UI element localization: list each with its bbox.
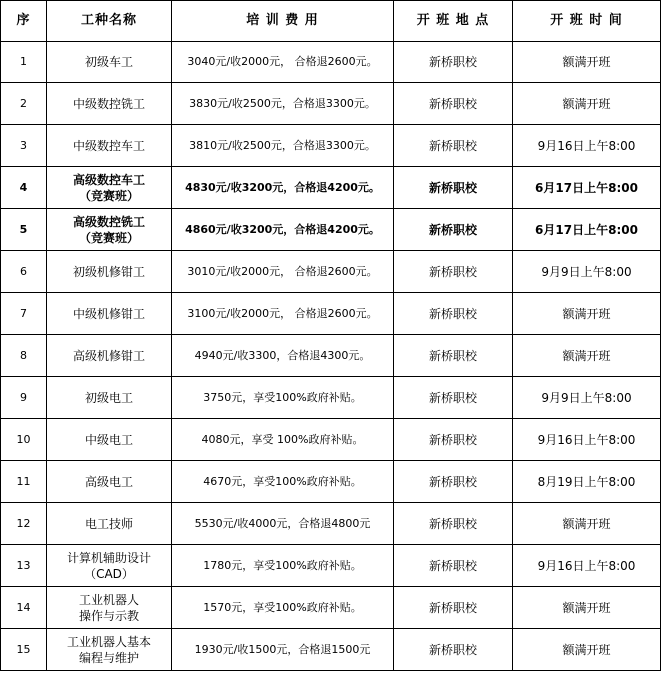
trade-name-line1: 计算机辅助设计	[66, 550, 151, 565]
trade-name-line1: 工业机器人基本	[66, 634, 151, 649]
table-row	[1, 83, 661, 125]
row-number: 12	[1, 503, 47, 545]
trade-name-line1: 高级电工	[84, 474, 133, 489]
class-location: 新桥职校	[394, 167, 513, 209]
class-start-time: 额满开班	[513, 503, 661, 545]
row-number: 7	[1, 293, 47, 335]
trade-name-line1: 中级数控铣工	[72, 96, 145, 111]
trade-name	[47, 83, 172, 125]
trade-name	[47, 251, 172, 293]
table-row	[1, 335, 661, 377]
class-location: 新桥职校	[394, 209, 513, 251]
class-location: 新桥职校	[394, 251, 513, 293]
training-fee: 5530元/收4000元，合格退4800元	[172, 503, 394, 545]
table-row	[1, 377, 661, 419]
header-row	[1, 1, 661, 42]
row-number: 14	[1, 587, 47, 629]
trade-name-line1: 高级数控车工	[72, 172, 145, 187]
trade-name	[47, 293, 172, 335]
table-row	[1, 419, 661, 461]
row-number: 9	[1, 377, 47, 419]
class-location: 新桥职校	[394, 629, 513, 671]
class-location: 新桥职校	[394, 587, 513, 629]
training-fee: 4940元/收3300，合格退4300元。	[172, 335, 394, 377]
trade-name-line1: 初级电工	[84, 390, 133, 405]
class-start-time: 额满开班	[513, 587, 661, 629]
trade-name-line1: 中级机修钳工	[72, 306, 145, 321]
class-location: 新桥职校	[394, 335, 513, 377]
header-trade: 工种名称	[47, 1, 172, 42]
training-fee: 4670元，享受100%政府补贴。	[172, 461, 394, 503]
trade-name	[47, 377, 172, 419]
trade-name	[47, 419, 172, 461]
row-number: 10	[1, 419, 47, 461]
row-number: 8	[1, 335, 47, 377]
row-number: 2	[1, 83, 47, 125]
trade-name	[47, 125, 172, 167]
row-number: 15	[1, 629, 47, 671]
table-row	[1, 251, 661, 293]
training-fee: 3810元/收2500元，合格退3300元。	[172, 125, 394, 167]
trade-name	[47, 629, 172, 671]
class-start-time: 9月16日上午8:00	[513, 419, 661, 461]
training-fee: 4860元/收3200元，合格退4200元。	[172, 209, 394, 251]
training-fee: 4830元/收3200元，合格退4200元。	[172, 167, 394, 209]
class-start-time: 额满开班	[513, 293, 661, 335]
row-number: 3	[1, 125, 47, 167]
class-start-time: 额满开班	[513, 42, 661, 83]
trade-name-line1: 电工技师	[84, 516, 133, 531]
table-row	[1, 293, 661, 335]
class-location: 新桥职校	[394, 42, 513, 83]
table-row	[1, 587, 661, 629]
class-location: 新桥职校	[394, 377, 513, 419]
training-fee: 4080元，享受 100%政府补贴。	[172, 419, 394, 461]
row-number: 13	[1, 545, 47, 587]
row-number: 11	[1, 461, 47, 503]
class-location: 新桥职校	[394, 83, 513, 125]
training-fee: 3010元/收2000元， 合格退2600元。	[172, 251, 394, 293]
table-row	[1, 545, 661, 587]
class-start-time: 9月9日上午8:00	[513, 377, 661, 419]
trade-name-line2: 操作与示教	[78, 608, 139, 623]
class-location: 新桥职校	[394, 503, 513, 545]
class-location: 新桥职校	[394, 293, 513, 335]
class-location: 新桥职校	[394, 545, 513, 587]
class-start-time: 额满开班	[513, 335, 661, 377]
class-start-time: 9月16日上午8:00	[513, 545, 661, 587]
trade-name	[47, 335, 172, 377]
trade-name-line1: 高级机修钳工	[72, 348, 145, 363]
class-location: 新桥职校	[394, 461, 513, 503]
trade-name-line2: （竞赛班）	[78, 230, 139, 245]
trade-name	[47, 587, 172, 629]
trade-name-line2: （CAD）	[84, 566, 134, 581]
table-row	[1, 629, 661, 671]
class-start-time: 8月19日上午8:00	[513, 461, 661, 503]
training-fee: 1780元，享受100%政府补贴。	[172, 545, 394, 587]
trade-name-line1: 工业机器人	[78, 592, 139, 607]
trade-name	[47, 42, 172, 83]
trade-name	[47, 209, 172, 251]
table-row	[1, 167, 661, 209]
table-row	[1, 42, 661, 83]
class-start-time: 6月17日上午8:00	[513, 209, 661, 251]
training-fee: 3040元/收2000元， 合格退2600元。	[172, 42, 394, 83]
table-row	[1, 461, 661, 503]
header-location: 开 班 地 点	[394, 1, 513, 42]
training-fee: 1570元，享受100%政府补贴。	[172, 587, 394, 629]
trade-name-line1: 高级数控铣工	[72, 214, 145, 229]
training-fee: 3830元/收2500元，合格退3300元。	[172, 83, 394, 125]
class-start-time: 9月16日上午8:00	[513, 125, 661, 167]
trade-name-line1: 中级电工	[84, 432, 133, 447]
row-number: 6	[1, 251, 47, 293]
row-number: 4	[1, 167, 47, 209]
header-no: 序	[1, 1, 47, 42]
trade-name-line1: 初级机修钳工	[72, 264, 145, 279]
class-location: 新桥职校	[394, 419, 513, 461]
training-fee: 3750元，享受100%政府补贴。	[172, 377, 394, 419]
table-row	[1, 125, 661, 167]
table-row	[1, 209, 661, 251]
class-location: 新桥职校	[394, 125, 513, 167]
trade-name-line2: 编程与维护	[78, 650, 139, 665]
header-fee: 培 训 费 用	[172, 1, 394, 42]
training-fee: 3100元/收2000元， 合格退2600元。	[172, 293, 394, 335]
trade-name-line1: 初级车工	[84, 55, 133, 69]
header-time: 开 班 时 间	[513, 1, 661, 42]
row-number: 5	[1, 209, 47, 251]
trade-name	[47, 461, 172, 503]
trade-name-line1: 中级数控车工	[72, 138, 145, 153]
training-fee: 1930元/收1500元，合格退1500元	[172, 629, 394, 671]
trade-name	[47, 545, 172, 587]
trade-name-line2: （竞赛班）	[78, 188, 139, 203]
class-start-time: 额满开班	[513, 629, 661, 671]
class-start-time: 6月17日上午8:00	[513, 167, 661, 209]
table-row	[1, 503, 661, 545]
trade-name	[47, 167, 172, 209]
class-start-time: 9月9日上午8:00	[513, 251, 661, 293]
row-number: 1	[1, 42, 47, 83]
class-start-time: 额满开班	[513, 83, 661, 125]
trade-name	[47, 503, 172, 545]
